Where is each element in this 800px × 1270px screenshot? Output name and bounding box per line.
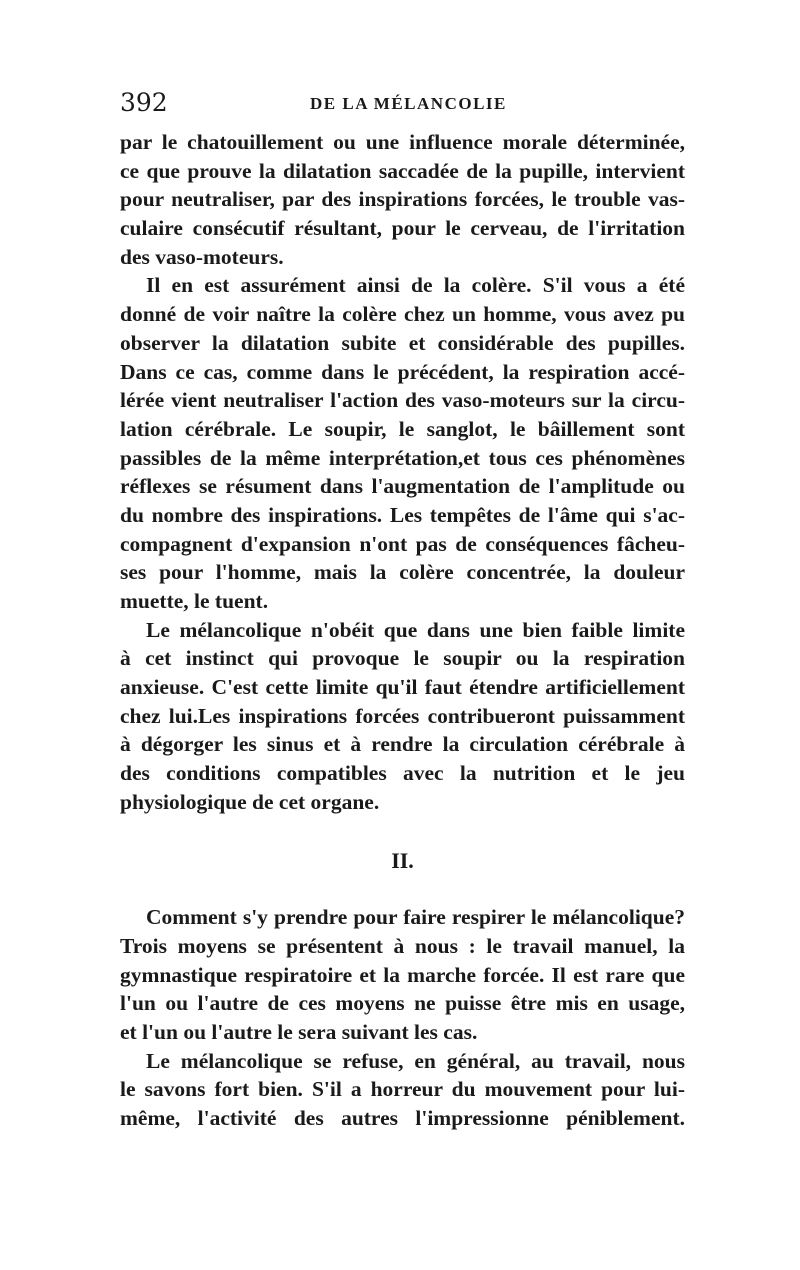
- text-line: à cet instinct qui provoque le soupir ou la respiration: [120, 646, 685, 671]
- text-line: ce que prouve la dilatation saccadée de la pupille, intervient: [120, 158, 685, 183]
- text-line: compagnent d'expansion n'ont pas de conséquences fâcheu-: [120, 531, 685, 556]
- text-line: muette, le tuent.: [120, 589, 269, 613]
- paragraph-1: [120, 128, 685, 271]
- running-title: DE LA MÉLANCOLIE: [310, 94, 507, 113]
- paragraph-4: [120, 903, 685, 1046]
- text-line: anxieuse. C'est cette limite qu'il faut étendre artificiellement: [120, 675, 685, 700]
- text-line: lation cérébrale. Le soupir, le sanglot, le bâillement sont: [120, 416, 685, 441]
- text-line: du nombre des inspirations. Les tempêtes de l'âme qui s'ac-: [120, 502, 685, 527]
- text-line: et l'un ou l'autre le sera suivant les cas.: [120, 1019, 478, 1044]
- text-line: pour neutraliser, par des inspirations forcées, le trouble vas-: [120, 187, 685, 212]
- page-number: 392: [120, 88, 168, 117]
- text-line: par le chatouillement ou une influence morale déterminée,: [120, 130, 685, 154]
- text-line: Le mélancolique n'obéit que dans une bien faible limite: [146, 617, 685, 642]
- text-line: Trois moyens se présentent à nous : le travail manuel, la: [120, 933, 685, 958]
- text-line: culaire consécutif résultant, pour le cerveau, de l'irritation: [120, 216, 685, 241]
- text-line: observer la dilatation subite et considérable des pupilles.: [120, 330, 685, 355]
- text-line: chez lui.Les inspirations forcées contribueront puissamment: [120, 703, 685, 728]
- text-line: Le mélancolique se refuse, en général, au travail, nous: [146, 1048, 685, 1073]
- text-line: des conditions compatibles avec la nutrition et le jeu: [120, 761, 685, 786]
- paragraph-3: [120, 616, 685, 817]
- paragraph-5: [120, 1047, 685, 1133]
- text-line: réflexes se résument dans l'augmentation de l'amplitude ou: [120, 474, 685, 499]
- body-text: [120, 128, 685, 1133]
- text-line: le savons fort bien. S'il a horreur du mouvement pour lui-: [120, 1077, 685, 1102]
- page-header: [120, 88, 685, 118]
- text-line: physiologique de cet organe.: [120, 789, 380, 814]
- text-line: donné de voir naître la colère chez un homme, vous avez pu: [120, 302, 685, 327]
- text-line: Comment s'y prendre pour faire respirer le mélancolique?: [146, 905, 685, 930]
- paragraph-2: [120, 271, 685, 615]
- section-heading: II.: [391, 847, 414, 873]
- text-line: à dégorger les sinus et à rendre la circulation cérébrale à: [120, 732, 685, 757]
- text-line: passibles de la même interprétation,et tous ces phénomènes: [120, 445, 685, 470]
- text-line: gymnastique respiratoire et la marche forcée. Il est rare que: [120, 962, 685, 987]
- text-line: ses pour l'homme, mais la colère concentrée, la douleur: [120, 560, 685, 585]
- text-line: l'un ou l'autre de ces moyens ne puisse être mis en usage,: [120, 991, 685, 1016]
- text-line: même, l'activité des autres l'impressionne péniblement.: [120, 1106, 685, 1130]
- text-line: Dans ce cas, comme dans le précédent, la respiration accé-: [120, 359, 685, 384]
- text-line: des vaso-moteurs.: [120, 244, 284, 269]
- text-line: Il en est assurément ainsi de la colère. S'il vous a été: [146, 273, 685, 298]
- text-line: lérée vient neutraliser l'action des vaso-moteurs sur la circu-: [120, 388, 685, 413]
